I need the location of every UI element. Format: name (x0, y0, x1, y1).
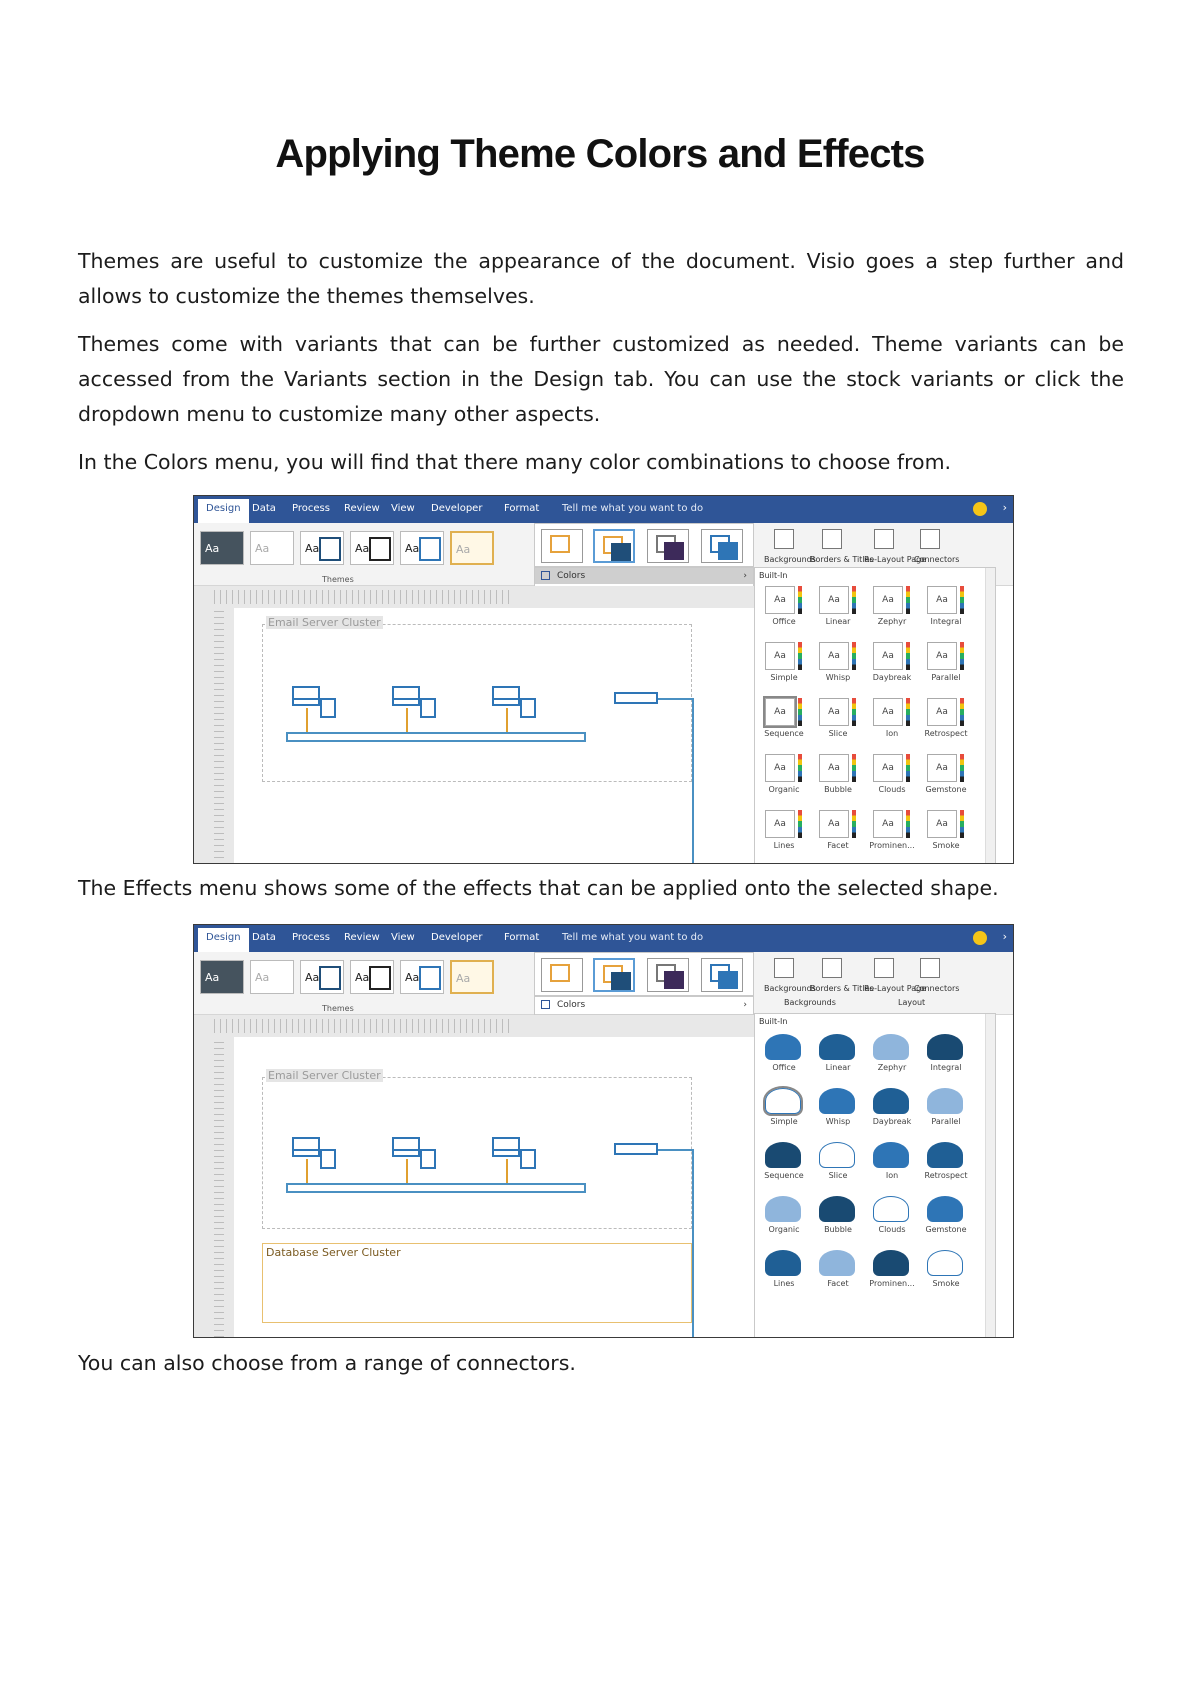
theme-thumb[interactable]: Aa (200, 960, 244, 994)
paragraph-colors: In the Colors menu, you will find that there many color combinations to choose from. (78, 450, 952, 474)
gallery-item-label: Bubble (824, 1225, 852, 1234)
gallery-item-label: Linear (825, 617, 851, 626)
color-dots (798, 642, 802, 670)
mail-server-icon[interactable] (492, 686, 520, 706)
color-swatch-card: Aa (819, 810, 849, 838)
relayout-icon[interactable] (874, 529, 894, 549)
gallery-item-label: Ion (885, 729, 899, 738)
gallery-item[interactable] (925, 642, 965, 684)
gallery-item[interactable] (925, 1032, 965, 1074)
color-dots (852, 698, 856, 726)
vertical-ruler (214, 1037, 224, 1337)
gallery-item-label: Retrospect (924, 1171, 968, 1180)
gallery-item-label: Prominen... (869, 841, 915, 850)
effect-swatch (765, 1250, 801, 1276)
gallery-item-label: Lines (773, 841, 795, 850)
borders-icon[interactable] (822, 529, 842, 549)
gallery-item-label: Simple (770, 1117, 798, 1126)
tab-data[interactable]: Data (252, 503, 276, 514)
relayout-icon[interactable] (874, 958, 894, 978)
relayout-label[interactable]: Re-Layout Page (864, 555, 927, 564)
gallery-item[interactable] (817, 1140, 857, 1182)
effect-swatch (927, 1088, 963, 1114)
tab-review[interactable]: Review (344, 503, 380, 514)
backgrounds-label[interactable]: Backgrounds (764, 984, 816, 993)
connectors-label[interactable]: Connectors (914, 984, 960, 993)
gallery-item[interactable] (871, 754, 911, 796)
gallery-item-label: Slice (828, 729, 848, 738)
color-swatch-card: Aa (765, 642, 795, 670)
variants-gallery (534, 952, 754, 996)
tab-view[interactable]: View (391, 932, 415, 943)
gallery-item[interactable] (869, 1248, 915, 1290)
borders-label[interactable]: Borders & Titles (810, 984, 874, 993)
gallery-item[interactable] (871, 1032, 911, 1074)
tab-format[interactable]: Format (504, 503, 540, 514)
effect-swatch (819, 1196, 855, 1222)
server-icon[interactable] (320, 698, 336, 718)
gallery-item-label: Facet (827, 1279, 849, 1288)
color-dots (960, 698, 964, 726)
effect-swatch (873, 1196, 909, 1222)
color-dots (960, 754, 964, 782)
effect-swatch (927, 1034, 963, 1060)
gallery-item[interactable] (763, 642, 803, 684)
color-swatch-card: Aa (765, 586, 795, 614)
gallery-item[interactable] (925, 1086, 965, 1128)
variant-thumb[interactable] (701, 958, 743, 992)
variant-thumb[interactable] (541, 958, 583, 992)
theme-thumb[interactable]: Aa (300, 531, 344, 565)
color-swatch-card: Aa (819, 642, 849, 670)
gallery-item[interactable] (925, 1194, 965, 1236)
gallery-item-label: Sequence (764, 729, 804, 738)
connector-line (306, 1159, 308, 1183)
screenshot-effects-menu (193, 924, 1014, 1338)
tab-developer[interactable]: Developer (431, 932, 483, 943)
tab-developer[interactable]: Developer (431, 503, 483, 514)
server-icon[interactable] (520, 1149, 536, 1169)
theme-thumb[interactable]: Aa (350, 531, 394, 565)
connector-line (692, 698, 694, 864)
gallery-item[interactable] (763, 1194, 803, 1236)
gallery-item-label: Simple (770, 673, 798, 682)
color-swatch-card: Aa (927, 698, 957, 726)
gallery-item-label: Whisp (825, 673, 851, 682)
tab-data[interactable]: Data (252, 932, 276, 943)
tell-me-box[interactable]: Tell me what you want to do (562, 503, 704, 514)
connectors-icon[interactable] (920, 958, 940, 978)
colors-icon (541, 1000, 550, 1009)
color-dots (960, 586, 964, 614)
gallery-item-label: Slice (828, 1171, 848, 1180)
gallery-item[interactable] (763, 1032, 803, 1074)
effect-swatch (873, 1034, 909, 1060)
color-swatch-card: Aa (819, 698, 849, 726)
gallery-item[interactable] (817, 810, 857, 852)
gallery-item-label: Gemstone (925, 1225, 967, 1234)
gallery-item-label: Linear (825, 1063, 851, 1072)
cluster-label: Email Server Cluster (268, 1069, 381, 1082)
gallery-item[interactable] (763, 1248, 803, 1290)
effect-swatch (927, 1142, 963, 1168)
gallery-item-label: Office (772, 1063, 796, 1072)
connector-line (658, 698, 694, 700)
color-swatch-card: Aa (873, 810, 903, 838)
cluster-label: Email Server Cluster (268, 616, 381, 629)
color-dots (906, 698, 910, 726)
mail-server-icon[interactable] (292, 686, 320, 706)
gallery-item-label: Zephyr (877, 1063, 907, 1072)
colors-icon (541, 571, 550, 580)
gallery-title: Built-In (759, 571, 788, 580)
color-dots (906, 810, 910, 838)
color-dots (906, 754, 910, 782)
borders-label[interactable]: Borders & Titles (810, 555, 874, 564)
color-swatch-card: Aa (927, 810, 957, 838)
gallery-item-label: Retrospect (924, 729, 968, 738)
screenshot-colors-menu (193, 495, 1014, 864)
color-dots (852, 642, 856, 670)
gallery-item-label: Zephyr (877, 617, 907, 626)
connector-line (306, 708, 308, 732)
gallery-item[interactable] (763, 698, 803, 740)
gallery-item-label: Parallel (931, 673, 961, 682)
color-dots (906, 642, 910, 670)
gallery-item-label: Smoke (932, 841, 960, 850)
gallery-item[interactable] (763, 754, 803, 796)
color-swatch-card: Aa (819, 754, 849, 782)
backgrounds-group-label: Backgrounds (784, 998, 836, 1007)
effect-swatch (873, 1250, 909, 1276)
color-dots (852, 754, 856, 782)
color-dots (798, 586, 802, 614)
gallery-item-label: Lines (773, 1279, 795, 1288)
color-swatch-card: Aa (765, 810, 795, 838)
paragraph-connectors: You can also choose from a range of connectors. (78, 1351, 576, 1375)
connector-line (506, 1159, 508, 1183)
effect-swatch (927, 1196, 963, 1222)
color-swatch-card: Aa (927, 586, 957, 614)
paragraph-intro: Themes are useful to customize the appearance of the document. Visio goes a step further and allows to customize the themes themselves. (78, 249, 1124, 308)
database-cluster-container[interactable] (262, 1243, 692, 1323)
gallery-scrollbar[interactable] (985, 568, 995, 864)
network-bus[interactable] (286, 732, 586, 742)
gallery-item[interactable] (817, 698, 857, 740)
vertical-ruler (214, 608, 224, 858)
server-icon[interactable] (420, 698, 436, 718)
gallery-item[interactable] (817, 1248, 857, 1290)
color-swatch-card: Aa (927, 642, 957, 670)
page-title: Applying Theme Colors and Effects (275, 132, 925, 176)
color-swatch-card: Aa (873, 698, 903, 726)
gallery-item-label: Whisp (825, 1117, 851, 1126)
horizontal-ruler (214, 1019, 514, 1033)
theme-thumb[interactable]: Aa (350, 960, 394, 994)
color-dots (852, 810, 856, 838)
variant-thumb[interactable] (647, 529, 689, 563)
variant-thumb[interactable] (701, 529, 743, 563)
tab-view[interactable]: View (391, 503, 415, 514)
gallery-item[interactable] (817, 642, 857, 684)
theme-thumb[interactable]: Aa (200, 531, 244, 565)
gallery-item[interactable] (925, 586, 965, 628)
mail-server-icon[interactable] (492, 1137, 520, 1157)
effect-swatch (819, 1034, 855, 1060)
color-swatch-card: Aa (873, 586, 903, 614)
theme-thumb[interactable]: Aa (400, 960, 444, 994)
color-swatch-card: Aa (765, 698, 795, 726)
gallery-item[interactable] (817, 1086, 857, 1128)
server-icon[interactable] (520, 698, 536, 718)
gallery-item-label: Prominen... (869, 1279, 915, 1288)
gallery-item[interactable] (817, 586, 857, 628)
effect-swatch (765, 1088, 801, 1114)
ribbon-tab-bar (194, 925, 1013, 952)
network-bus[interactable] (286, 1183, 586, 1193)
colors-gallery (754, 567, 996, 864)
tab-design[interactable]: Design (198, 928, 249, 952)
switch-icon[interactable] (614, 1143, 658, 1155)
connector-line (506, 708, 508, 732)
effect-swatch (765, 1034, 801, 1060)
effect-swatch (819, 1250, 855, 1276)
color-dots (852, 586, 856, 614)
gallery-item-label: Integral (930, 617, 962, 626)
color-dots (798, 754, 802, 782)
gallery-item[interactable] (763, 810, 803, 852)
borders-icon[interactable] (822, 958, 842, 978)
connector-line (692, 1149, 694, 1338)
server-icon[interactable] (320, 1149, 336, 1169)
tab-format[interactable]: Format (504, 932, 540, 943)
effect-swatch (765, 1142, 801, 1168)
color-dots (960, 642, 964, 670)
effect-swatch (927, 1250, 963, 1276)
gallery-title: Built-In (759, 1017, 788, 1026)
color-dots (906, 586, 910, 614)
gallery-item[interactable] (925, 754, 965, 796)
paragraph-effects: The Effects menu shows some of the effects that can be applied onto the selected shape. (78, 876, 999, 900)
connectors-label[interactable]: Connectors (914, 555, 960, 564)
gallery-item[interactable] (871, 1140, 911, 1182)
variant-thumb[interactable] (593, 529, 635, 563)
gallery-item[interactable] (924, 698, 968, 740)
color-swatch-card: Aa (873, 642, 903, 670)
gallery-item-label: Ion (885, 1171, 899, 1180)
color-dots (960, 810, 964, 838)
theme-thumb[interactable]: Aa (250, 960, 294, 994)
variant-thumb[interactable] (647, 958, 689, 992)
tab-design[interactable]: Design (198, 499, 249, 523)
effect-swatch (819, 1088, 855, 1114)
theme-thumb[interactable]: Aa (400, 531, 444, 565)
ribbon-right-group (764, 954, 1014, 1012)
gallery-item-label: Smoke (932, 1279, 960, 1288)
gallery-item-label: Daybreak (872, 673, 912, 682)
theme-thumb[interactable]: Aa (450, 531, 494, 565)
effect-swatch (765, 1196, 801, 1222)
gallery-item-label: Office (772, 617, 796, 626)
themes-group-label: Themes (322, 575, 354, 584)
connector-line (406, 708, 408, 732)
theme-thumb[interactable]: Aa (450, 960, 494, 994)
smiley-icon[interactable] (973, 502, 987, 516)
layout-group-label: Layout (898, 998, 926, 1007)
gallery-item-label: Sequence (764, 1171, 804, 1180)
gallery-item-label: Clouds (878, 1225, 906, 1234)
gallery-item-label: Clouds (878, 785, 906, 794)
paragraph-variants: Themes come with variants that can be further customized as needed. Theme variants can be accessed from the Variants section in the Design tab. You can use the stock variants or click the dropdown menu to customize many other aspects. (78, 332, 1124, 426)
variant-thumb[interactable] (541, 529, 583, 563)
gallery-item[interactable] (871, 1086, 911, 1128)
gallery-item[interactable] (871, 698, 911, 740)
relayout-label[interactable]: Re-Layout Page (864, 984, 927, 993)
gallery-item[interactable] (817, 754, 857, 796)
server-icon[interactable] (420, 1149, 436, 1169)
tab-process[interactable]: Process (292, 932, 330, 943)
close-icon[interactable]: › (1002, 501, 1007, 514)
backgrounds-icon[interactable] (774, 958, 794, 978)
smiley-icon[interactable] (973, 931, 987, 945)
gallery-item-label: Organic (768, 1225, 800, 1234)
menu-item-colors[interactable]: Colors › (535, 997, 753, 1013)
backgrounds-icon[interactable] (774, 529, 794, 549)
effects-gallery (754, 1013, 996, 1338)
gallery-item[interactable] (871, 642, 911, 684)
mail-server-icon[interactable] (392, 686, 420, 706)
themes-group-label: Themes (322, 1004, 354, 1013)
gallery-item[interactable] (763, 586, 803, 628)
gallery-item[interactable] (871, 586, 911, 628)
gallery-item-label: Integral (930, 1063, 962, 1072)
gallery-item[interactable] (924, 1140, 968, 1182)
gallery-item[interactable] (871, 1194, 911, 1236)
gallery-item-label: Gemstone (925, 785, 967, 794)
theme-thumb[interactable]: Aa (250, 531, 294, 565)
gallery-item-label: Organic (768, 785, 800, 794)
tell-me-box[interactable]: Tell me what you want to do (562, 932, 704, 943)
close-icon[interactable]: › (1002, 930, 1007, 943)
gallery-item[interactable] (763, 1140, 803, 1182)
ribbon-tab-bar (194, 496, 1013, 523)
gallery-item[interactable] (763, 1086, 803, 1128)
color-swatch-card: Aa (873, 754, 903, 782)
menu-item-colors[interactable]: Colors › (535, 568, 753, 584)
horizontal-ruler (214, 590, 514, 604)
gallery-item-label: Daybreak (872, 1117, 912, 1126)
gallery-item-label: Facet (827, 841, 849, 850)
variants-gallery (534, 523, 754, 567)
color-swatch-card: Aa (927, 754, 957, 782)
effect-swatch (873, 1142, 909, 1168)
color-dots (798, 810, 802, 838)
color-swatch-card: Aa (819, 586, 849, 614)
connector-line (658, 1149, 694, 1151)
theme-thumb[interactable]: Aa (300, 960, 344, 994)
connector-line (406, 1159, 408, 1183)
tab-process[interactable]: Process (292, 503, 330, 514)
gallery-item[interactable] (817, 1032, 857, 1074)
gallery-item-label: Bubble (824, 785, 852, 794)
gallery-item-label: Parallel (931, 1117, 961, 1126)
gallery-item[interactable] (817, 1194, 857, 1236)
tab-review[interactable]: Review (344, 932, 380, 943)
variant-thumb[interactable] (593, 958, 635, 992)
database-cluster-label: Database Server Cluster (266, 1246, 401, 1259)
gallery-item[interactable] (925, 1248, 965, 1290)
backgrounds-label[interactable]: Backgrounds (764, 555, 816, 564)
gallery-item[interactable] (925, 810, 965, 852)
mail-server-icon[interactable] (292, 1137, 320, 1157)
color-dots (798, 698, 802, 726)
gallery-item[interactable] (869, 810, 915, 852)
mail-server-icon[interactable] (392, 1137, 420, 1157)
effect-swatch (819, 1142, 855, 1168)
effect-swatch (873, 1088, 909, 1114)
connectors-icon[interactable] (920, 529, 940, 549)
color-swatch-card: Aa (765, 754, 795, 782)
switch-icon[interactable] (614, 692, 658, 704)
gallery-scrollbar[interactable] (985, 1014, 995, 1338)
